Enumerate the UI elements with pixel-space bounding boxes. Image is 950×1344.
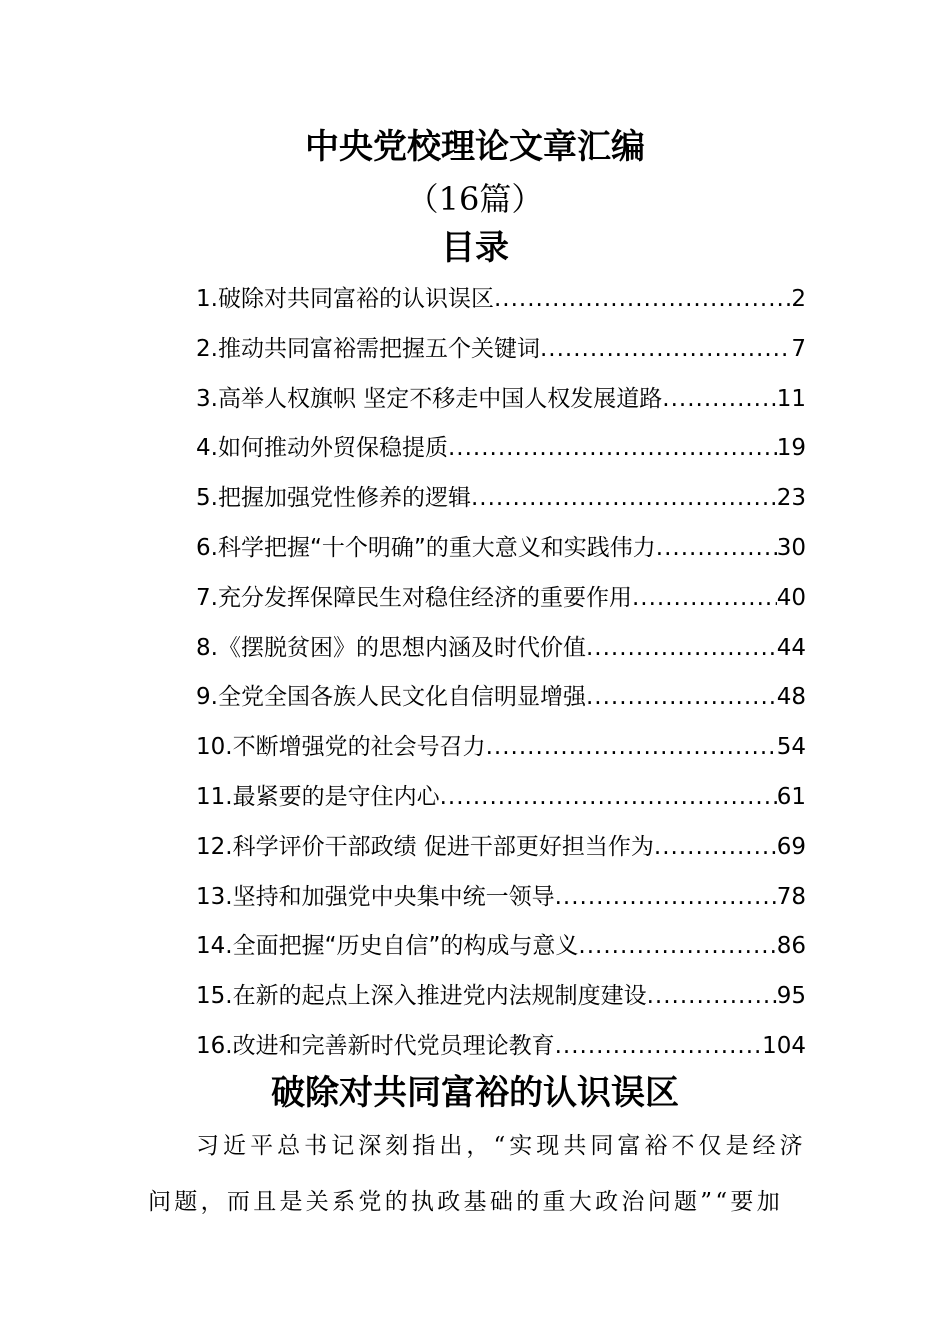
toc-entry[interactable] [196,574,806,624]
toc-entry-label: 6.科学把握“十个明确”的重大意义和实践伟力 [196,534,656,561]
toc-entry-label: 3.高举人权旗帜 坚定不移走中国人权发展道路 [196,385,663,412]
toc-entry[interactable] [196,424,806,474]
toc-entry-label: 7.充分发挥保障民生对稳住经济的重要作用 [196,584,632,611]
toc-leader [471,474,777,524]
toc-entry[interactable] [196,823,806,873]
toc-entry[interactable] [196,723,806,773]
toc-leader [662,375,776,425]
toc-entry-label: 11.最紧要的是守住内心 [196,783,440,810]
article-title: 破除对共同富裕的认识误区 [271,1073,679,1113]
toc-entry-label: 4.如何推动外贸保稳提质 [196,435,448,462]
document-subtitle: （16篇） [406,180,544,218]
toc-entry-page: 78 [776,883,806,910]
toc-entry-label: 15.在新的起点上深入推进党内法规制度建设 [196,983,647,1010]
toc-entry-page: 11 [776,385,806,412]
toc-entry-label: 13.坚持和加强党中央集中统一领导 [196,883,555,910]
toc-entry-page: 61 [776,783,806,810]
toc-entry-label: 8.《摆脱贫困》的思想内涵及时代价值 [196,634,586,661]
toc-leader [555,1022,763,1072]
toc-leader [486,723,777,773]
toc-entry-page: 23 [776,485,806,512]
toc-entry-page: 48 [776,684,806,711]
toc-leader [586,624,777,674]
toc-leader [586,673,777,723]
toc-entry-page: 19 [776,435,806,462]
toc-entry-page: 30 [776,534,806,561]
toc-entry[interactable] [196,773,806,823]
toc-leader [578,922,776,972]
toc-leader [540,325,791,375]
toc-leader [494,275,791,325]
toc-entry-page: 69 [776,833,806,860]
toc-entry-page: 40 [776,584,806,611]
toc-entry-label: 9.全党全国各族人民文化自信明显增强 [196,684,586,711]
toc-entry[interactable] [196,375,806,425]
toc-entry-label: 1.破除对共同富裕的认识误区 [196,286,494,312]
toc-entry-page: 104 [762,1032,806,1059]
toc-leader [555,873,777,923]
toc-entry-label: 5.把握加强党性修养的逻辑 [196,485,471,512]
toc-leader [632,574,777,624]
toc-entry[interactable] [196,325,806,375]
toc-entry-label: 12.科学评价干部政绩 促进干部更好担当作为 [196,833,654,860]
toc-leader [448,424,777,474]
toc-entry[interactable] [196,673,806,723]
toc-entry-page: 7 [791,335,806,362]
toc-leader [440,773,777,823]
document-title: 中央党校理论文章汇编 [305,127,645,167]
toc-entry[interactable] [196,524,806,574]
toc-entry-page: 86 [776,933,806,960]
toc-entry[interactable] [196,922,806,972]
toc-entry-page: 54 [776,734,806,761]
toc-entry-label: 14.全面把握“历史自信”的构成与意义 [196,933,579,960]
toc-entry-label: 16.改进和完善新时代党员理论教育 [196,1032,555,1059]
table-of-contents [196,275,806,1072]
toc-entry[interactable] [196,972,806,1022]
article-body: 习近平总书记深刻指出，“实现共同富裕不仅是经济问题，而且是关系党的执政基础的重大政治问题”“要加 [148,1133,806,1215]
toc-entry-label: 2.推动共同富裕需把握五个关键词 [196,335,540,362]
toc-heading: 目录 [441,228,509,268]
toc-entry[interactable] [196,624,806,674]
toc-entry[interactable] [196,275,806,325]
toc-entry-page: 95 [776,983,806,1010]
toc-entry[interactable] [196,873,806,923]
toc-entry-page: 44 [776,634,806,661]
toc-entry[interactable] [196,1022,806,1072]
toc-entry-label: 10.不断增强党的社会号召力 [196,734,486,761]
toc-entry-page: 2 [791,286,806,312]
toc-leader [647,972,777,1022]
toc-leader [656,524,777,574]
toc-leader [654,823,777,873]
toc-entry[interactable] [196,474,806,524]
